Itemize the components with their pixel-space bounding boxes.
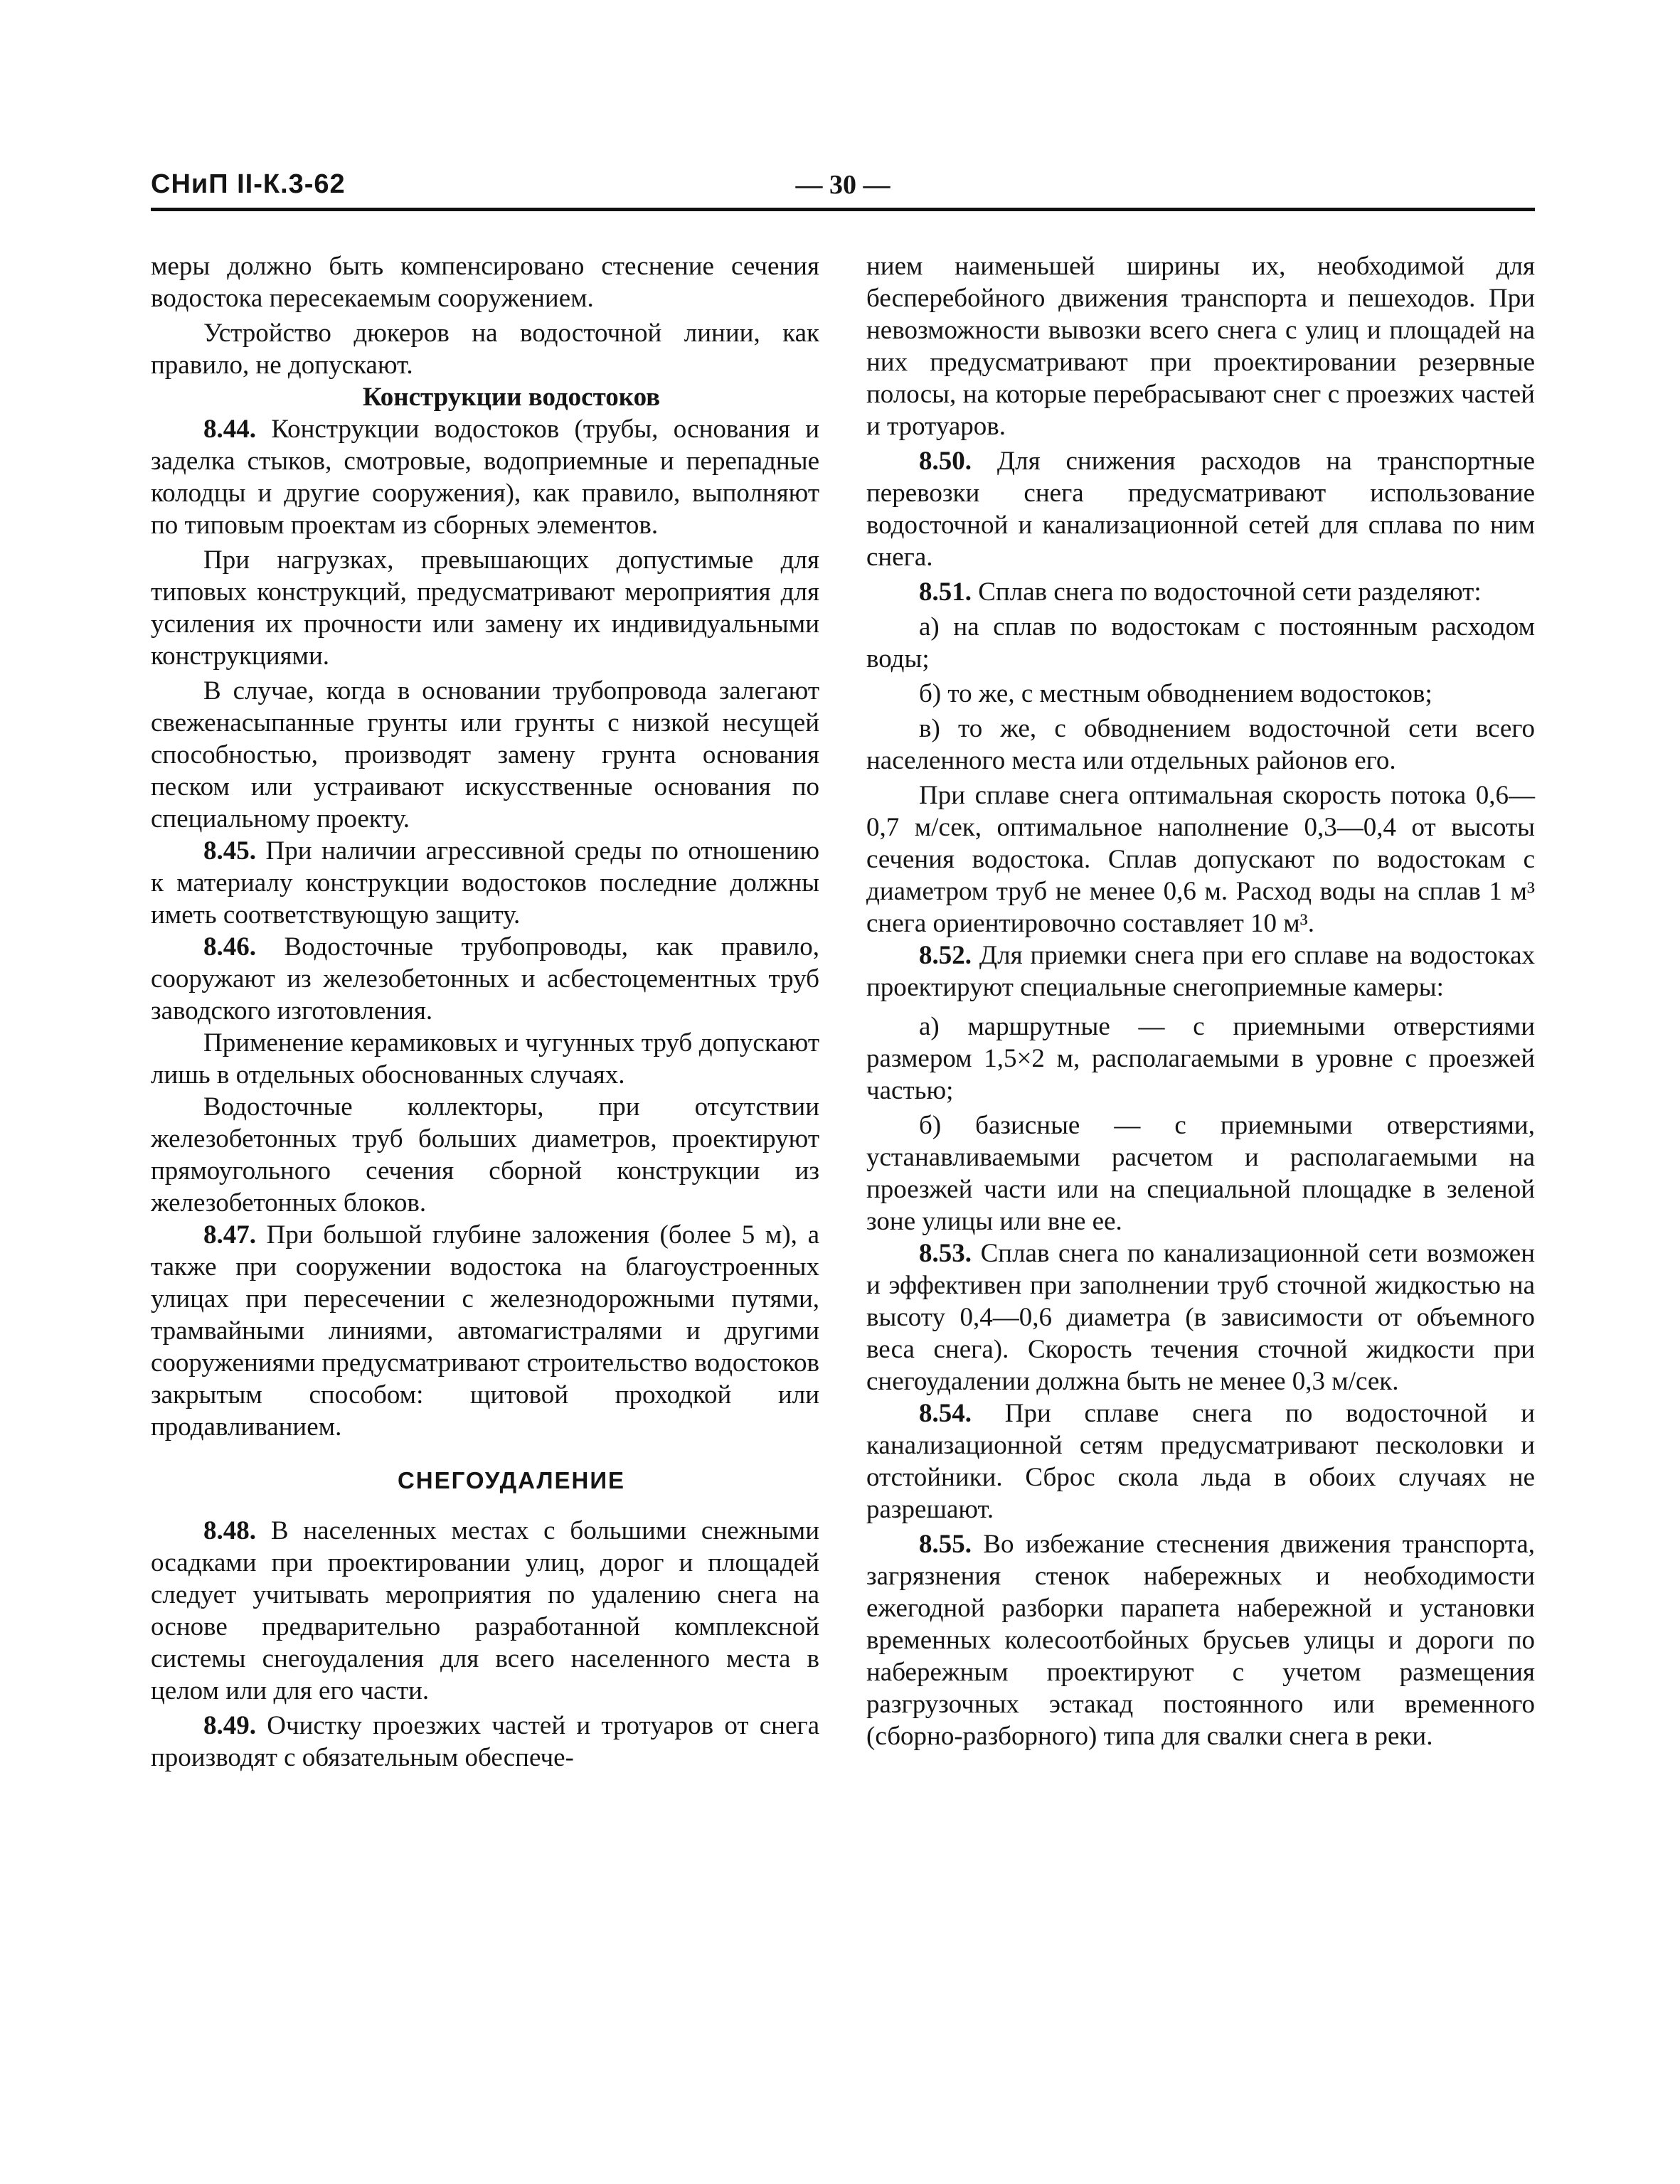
clause-text: Для приемки снега при его сплаве на водостоках проектируют специальные снегоприемные камеры: — [866, 941, 1535, 1002]
clause-number: 8.51. — [919, 577, 972, 607]
right-column — [866, 250, 1535, 1752]
clause-text: Очистку проезжих частей и тротуаров от снега производят с обязательным обеспече- — [151, 1711, 819, 1772]
list-item: в) то же, с обводнением водосточной сети всего населенного места или отдельных районов его. — [866, 714, 1535, 775]
clause-8-46 — [151, 931, 819, 1027]
list-item: б) базисные — с приемными отверстиями, устанавливаемыми расчетом и располагаемыми на проезжей части или на специальной площадке в зеленой зоне улицы или вне ее. — [866, 1111, 1535, 1236]
clause-number: 8.45. — [203, 836, 256, 865]
clause-8-45 — [151, 835, 819, 931]
clause-number: 8.47. — [203, 1220, 256, 1250]
paragraph: При нагрузках, превышающих допустимые для типовых конструкций, предусматривают мероприятия для усиления их прочности или замену их индивидуальными конструкциями. — [151, 545, 819, 671]
left-column — [151, 250, 819, 1774]
clause-text: Сплав снега по водосточной сети разделяют: — [972, 577, 1482, 607]
clause-8-54 — [866, 1397, 1535, 1525]
clause-8-53 — [866, 1237, 1535, 1397]
paragraph: меры должно быть компенсировано стеснение сечения водостока пересекаемым сооружением. — [151, 252, 819, 313]
clause-number: 8.53. — [919, 1239, 972, 1268]
paragraph: нием наименьшей ширины их, необходимой для бесперебойного движения транспорта и пешеходов. При невозможности вывозки всего снега с улиц и площадей на них предусматривают при проектировании резервные полосы, на которые перебрасывают снег с проезжих частей и тротуаров. — [866, 252, 1535, 441]
clause-8-55 — [866, 1528, 1535, 1752]
clause-text: В населенных местах с большими снежными осадками при проектировании улиц, дорог и площадей следует учитывать мероприятия по удалению снега на основе предварительно разработанной комплексной системы снегоудаления для всего населенного места в целом или для его части. — [151, 1516, 819, 1705]
clause-text: Сплав снега по канализационной сети возможен и эффективен при заполнении труб сточной жидкостью на высоту 0,4—0,6 диаметра (в зависимости от объемного веса снега). Скорость течения сточной жидкости при снегоудалении должна быть не менее 0,3 м/сек. — [866, 1239, 1535, 1396]
header-rule — [151, 208, 1535, 211]
paragraph: Водосточные коллекторы, при отсутствии железобетонных труб больших диаметров, проектируют прямоугольного сечения сборной конструкции из железобетонных блоков. — [151, 1092, 819, 1218]
clause-8-49 — [151, 1710, 819, 1774]
page-header — [151, 169, 1535, 212]
clause-8-48 — [151, 1515, 819, 1707]
clause-text: При наличии агрессивной среды по отношению к материалу конструкции водостоков последние должны иметь соответствующую защиту. — [151, 836, 819, 929]
list-item: б) то же, с местным обводнением водостоков; — [919, 679, 1432, 708]
clause-text: Водосточные трубопроводы, как правило, сооружают из железобетонных и асбестоцементных труб заводского изготовления. — [151, 932, 819, 1026]
clause-8-52 — [866, 939, 1535, 1003]
paragraph: В случае, когда в основании трубопровода залегают свеженасыпанные грунты или грунты с низкой несущей способностью, производят замену грунта основания песком или устраивают искусственные основания по специальному проекту. — [151, 676, 819, 833]
clause-text: Для снижения расходов на транспортные перевозки снега предусматривают использование водосточной и канализационной сетей для сплава по ним снега. — [866, 447, 1535, 572]
clause-number: 8.50. — [919, 447, 972, 476]
document-code: СНиП II-К.3-62 — [151, 169, 346, 199]
page-number: — 30 — — [795, 170, 890, 200]
clause-number: 8.48. — [203, 1516, 256, 1545]
paragraph: Применение керамиковых и чугунных труб допускают лишь в отдельных обоснованных случаях. — [151, 1028, 819, 1090]
paragraph: При сплаве снега оптимальная скорость потока 0,6—0,7 м/сек, оптимальное наполнение 0,3—0,4 от высоты сечения водостока. Сплав допускают по водостокам с диаметром труб не менее 0,6 м. Расход воды на сплав 1 м³ снега ориентировочно составляет 10 м³. — [866, 781, 1535, 938]
clause-number: 8.49. — [203, 1711, 256, 1740]
clause-number: 8.52. — [919, 941, 972, 970]
clause-8-50 — [866, 445, 1535, 573]
clause-8-51 — [866, 576, 1535, 608]
section-heading: СНЕГОУДАЛЕНИЕ — [397, 1467, 626, 1493]
clause-number: 8.55. — [919, 1530, 972, 1559]
clause-8-47 — [151, 1219, 819, 1443]
clause-text: При большой глубине заложения (более 5 м), а также при сооружении водостока на благоустроенных улицах при пересечении с железнодорожными путями, трамвайными линиями, автомагистралями и другими сооружениями предусматривают строительство водостоков закрытым способом: щитовой проходкой или продавливанием. — [151, 1220, 819, 1442]
list-item: а) на сплав по водостокам с постоянным расходом воды; — [866, 612, 1535, 673]
clause-text: При сплаве снега по водосточной и канализационной сетям предусматривают песколовки и отстойники. Сброс скола льда в обоих случаях не разрешают. — [866, 1399, 1535, 1524]
clause-text: Конструкции водостоков (трубы, основания и заделка стыков, смотровые, водоприемные и перепадные колодцы и другие сооружения), как правило, выполняют по типовым проектам из сборных элементов. — [151, 415, 819, 540]
paragraph: Устройство дюкеров на водосточной линии, как правило, не допускают. — [151, 319, 819, 380]
clause-number: 8.54. — [919, 1399, 972, 1428]
clause-number: 8.46. — [203, 932, 256, 962]
clause-text: Во избежание стеснения движения транспорта, загрязнения стенок набережных и необходимости ежегодной разборки парапета набережной и установки временных колесоотбойных брусьев улицы и дороги по набережным проектируют с учетом размещения разгрузочных эстакад постоянного или временного (сборно-разборного) типа для свалки снега в реки. — [866, 1530, 1535, 1751]
clause-8-44 — [151, 413, 819, 541]
clause-number: 8.44. — [203, 415, 256, 444]
list-item: а) маршрутные — с приемными отверстиями размером 1,5×2 м, располагаемыми в уровне с проезжей частью; — [866, 1012, 1535, 1105]
section-heading: Конструкции водостоков — [362, 383, 661, 412]
